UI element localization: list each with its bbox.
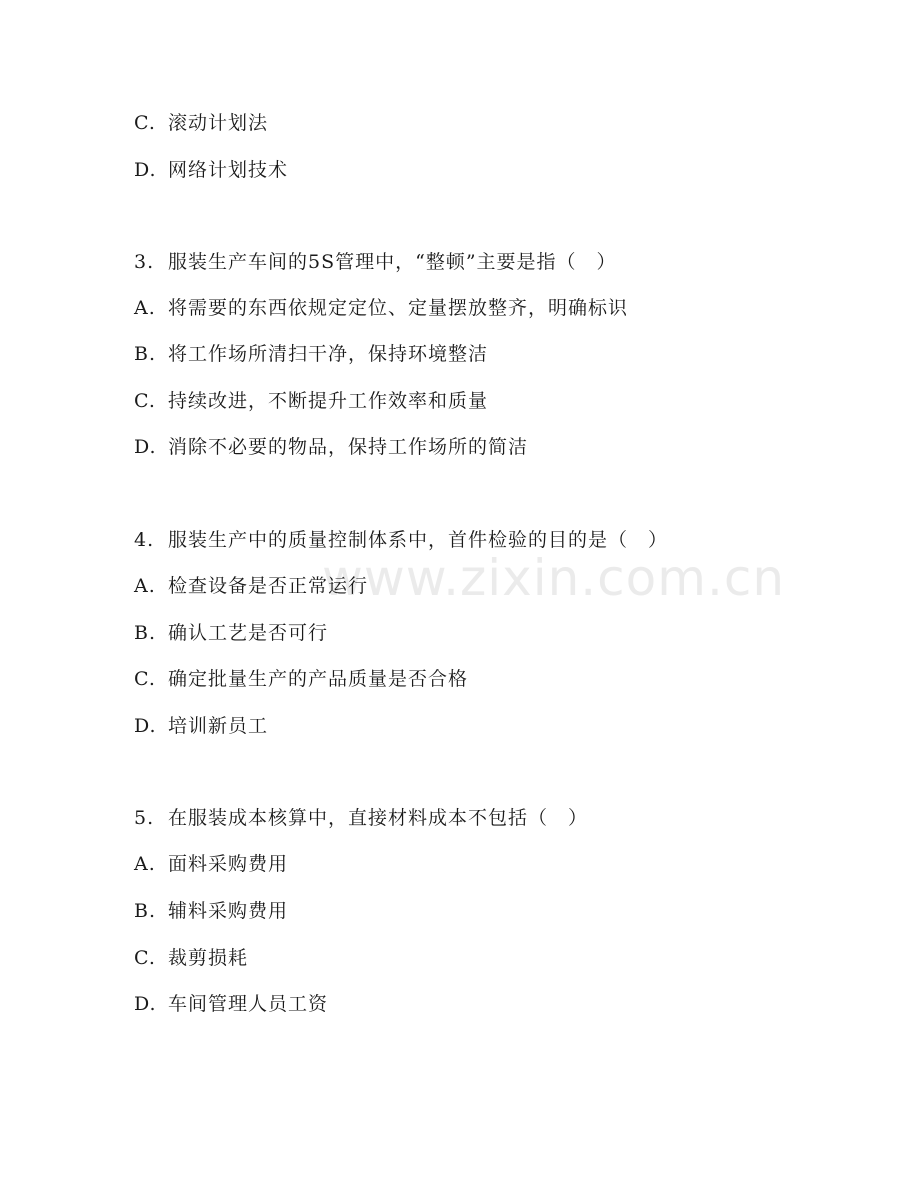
option-line	[134, 621, 328, 645]
option-label: A.	[134, 853, 156, 875]
option-line	[134, 667, 468, 691]
option-line	[134, 714, 268, 738]
option-line	[134, 342, 488, 366]
option-line	[134, 992, 328, 1016]
option-label: D.	[134, 993, 157, 1015]
option-line	[134, 296, 628, 320]
option-text: 面料采购费用	[168, 853, 289, 875]
question-number: 5.	[134, 807, 155, 829]
option-line	[134, 946, 248, 970]
option-label: B.	[134, 622, 157, 644]
option-text: 确认工艺是否可行	[168, 622, 329, 644]
option-text: 辅料采购费用	[168, 900, 289, 922]
question-line	[134, 806, 588, 830]
option-label: A.	[134, 297, 156, 319]
option-text: 确定批量生产的产品质量是否合格	[168, 668, 469, 690]
question-line	[134, 528, 668, 552]
option-line	[134, 852, 288, 876]
question-text: 服装生产中的质量控制体系中，首件检验的目的是（ ）	[168, 529, 669, 551]
question-text: 在服装成本核算中，直接材料成本不包括（ ）	[168, 807, 589, 829]
option-label: C.	[134, 390, 156, 412]
option-text: 网络计划技术	[168, 159, 289, 181]
option-label: D.	[134, 436, 157, 458]
option-text: 裁剪损耗	[168, 947, 249, 969]
option-label: C.	[134, 668, 156, 690]
option-text: 持续改进，不断提升工作效率和质量	[168, 390, 489, 412]
question-text: 服装生产车间的5S管理中，“整顿”主要是指（ ）	[168, 251, 617, 273]
option-text: 将工作场所清扫干净，保持环境整洁	[168, 343, 489, 365]
option-text: 消除不必要的物品，保持工作场所的简洁	[168, 436, 529, 458]
option-line	[134, 158, 288, 182]
option-label: C.	[134, 112, 156, 134]
option-line	[134, 389, 488, 413]
option-line	[134, 574, 368, 598]
question-line	[134, 250, 617, 274]
question-number: 4.	[134, 529, 155, 551]
option-text: 车间管理人员工资	[168, 993, 329, 1015]
option-label: D.	[134, 715, 157, 737]
option-label: D.	[134, 159, 157, 181]
option-text: 滚动计划法	[168, 112, 269, 134]
watermark: www.zixin.com.cn	[322, 549, 786, 607]
option-label: B.	[134, 900, 157, 922]
option-label: B.	[134, 343, 157, 365]
option-text: 检查设备是否正常运行	[168, 575, 369, 597]
option-line	[134, 111, 268, 135]
option-line	[134, 899, 288, 923]
option-text: 培训新员工	[168, 715, 269, 737]
option-line	[134, 435, 528, 459]
question-number: 3.	[134, 251, 155, 273]
option-label: C.	[134, 947, 156, 969]
option-label: A.	[134, 575, 156, 597]
option-text: 将需要的东西依规定定位、定量摆放整齐，明确标识	[168, 297, 629, 319]
